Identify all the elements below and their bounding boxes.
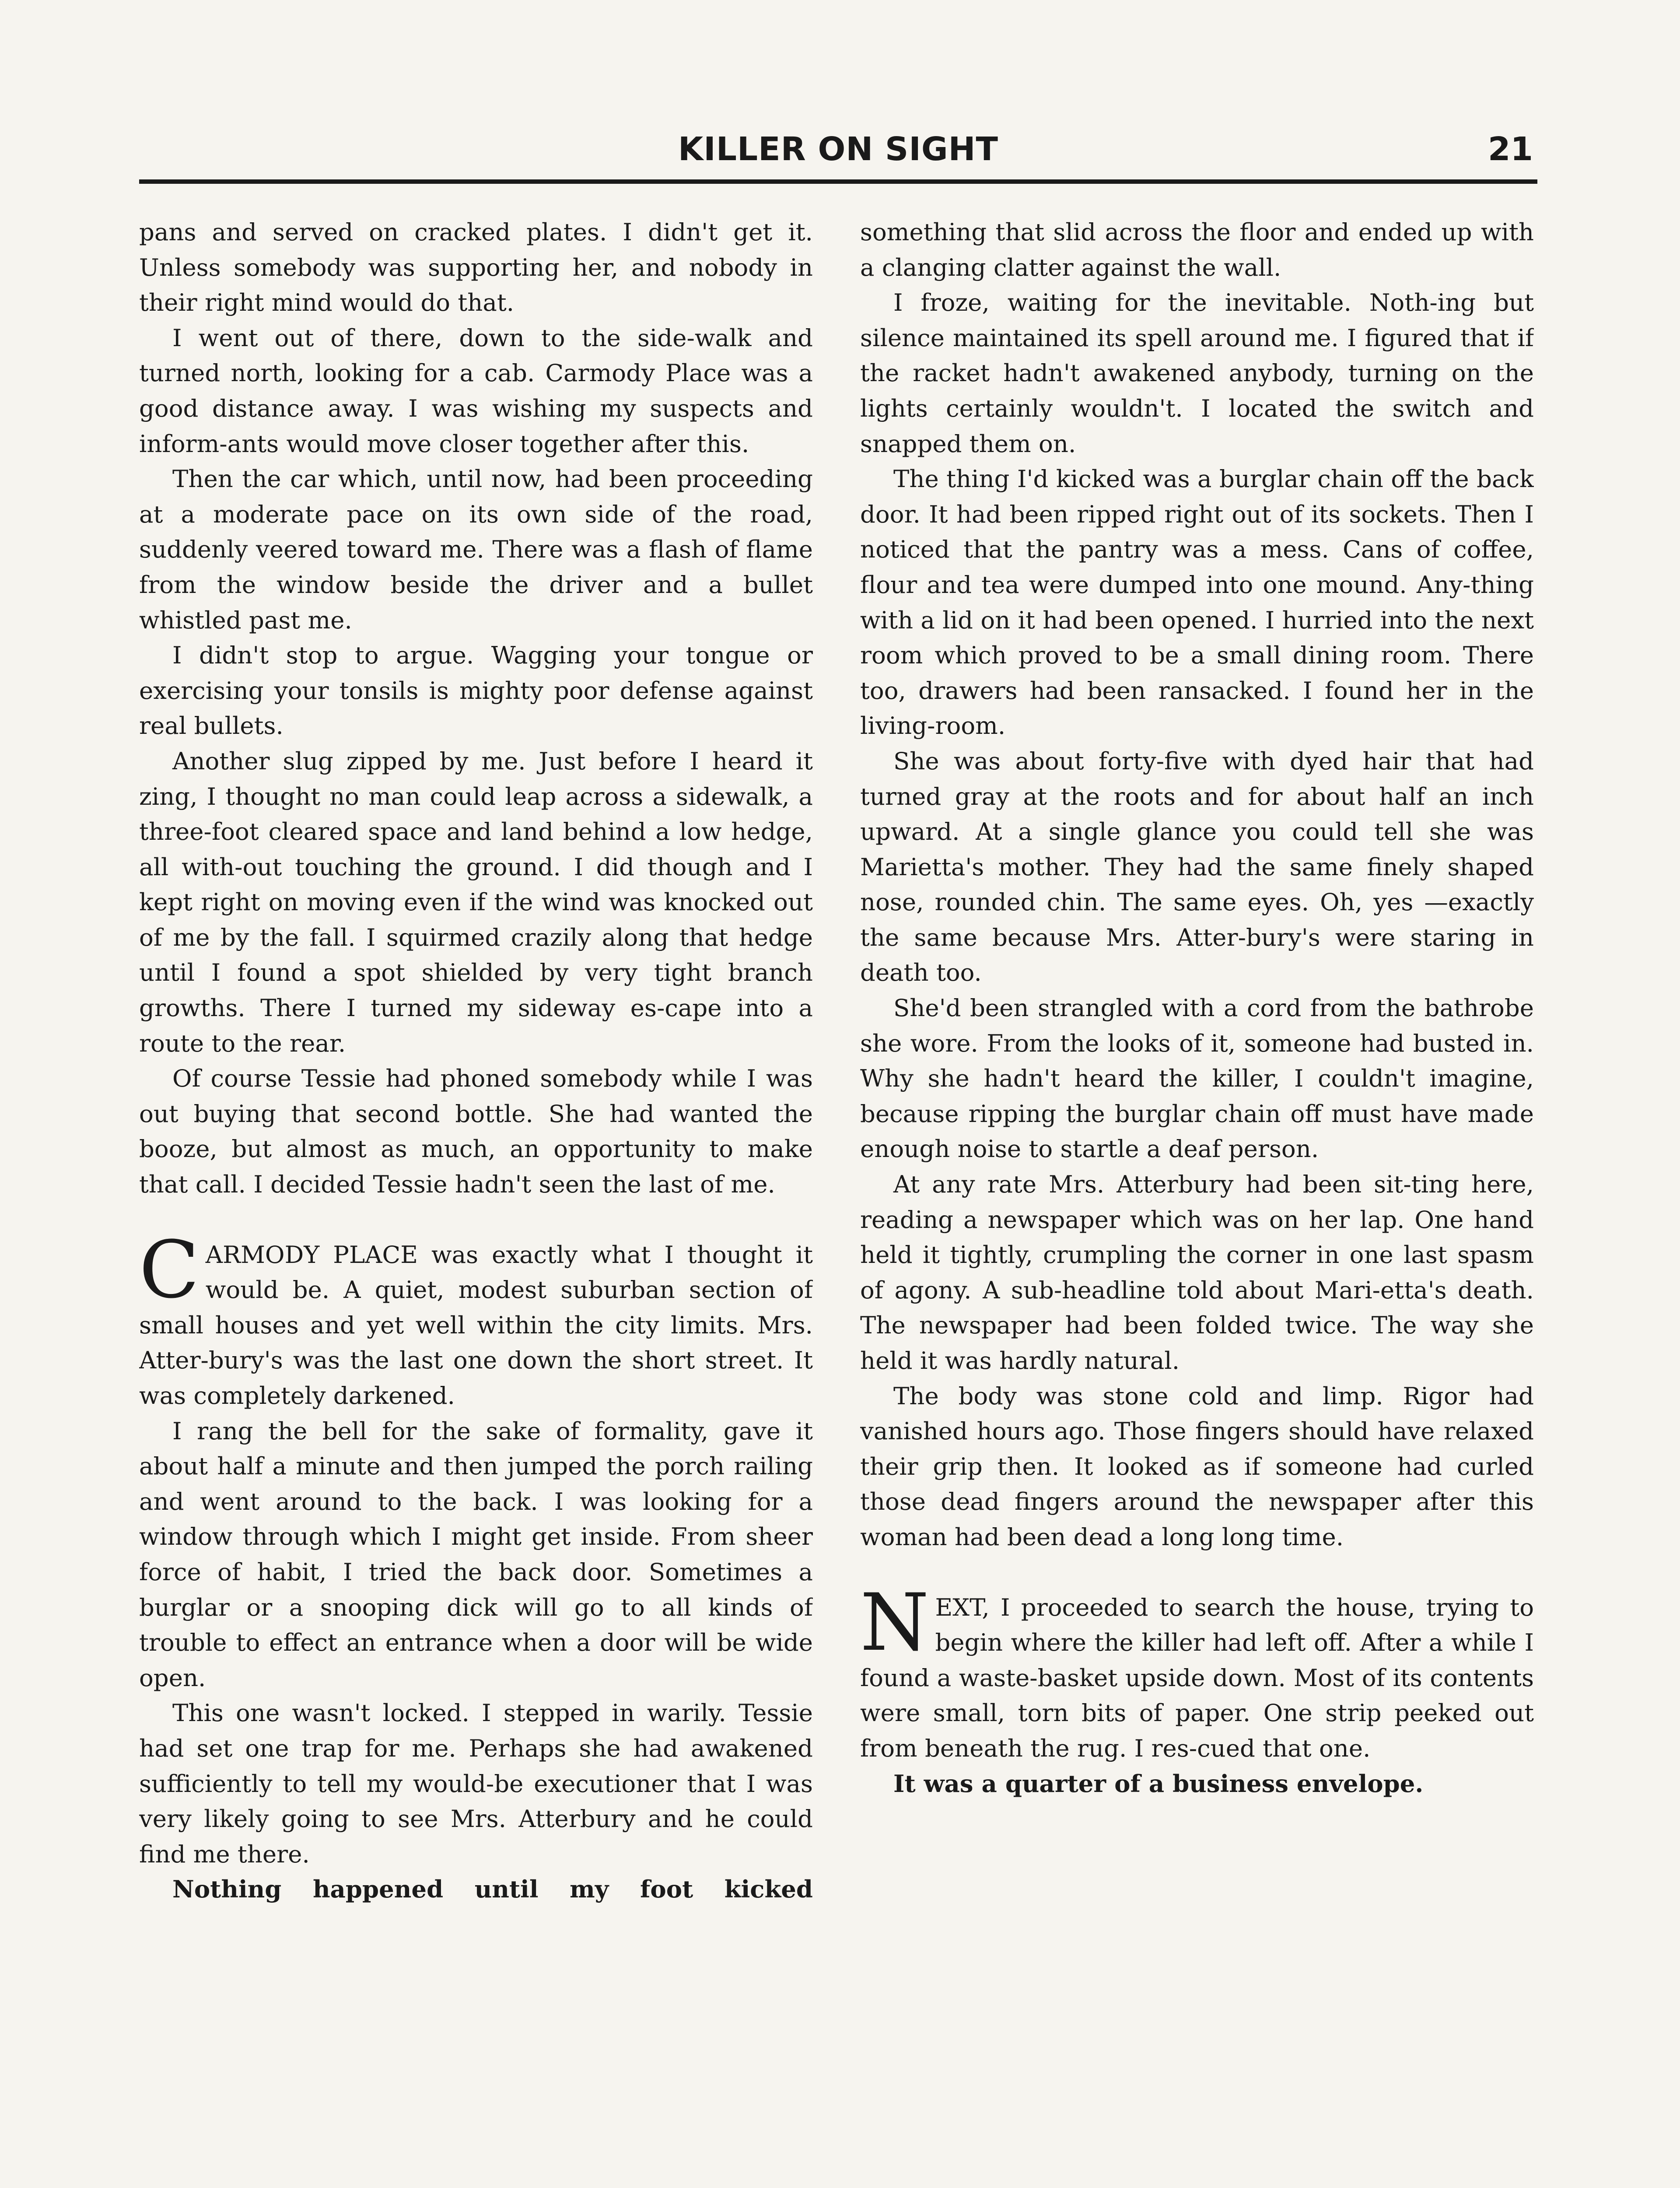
paragraph: pans and served on cracked plates. I didn't get it. Unless somebody was supporting her, and nobody in their right mind would do that.	[139, 218, 813, 317]
section-opening-paragraph	[860, 1577, 1534, 1766]
left-column	[139, 214, 813, 2188]
section-opening-paragraph	[139, 1224, 813, 1413]
paragraph: At any rate Mrs. Atterbury had been sit-ting here, reading a newspaper which was on her lap. One hand held it tightly, crumpling the corner in one last spasm of agony. A sub-headline told about Mari-etta's death. The newspaper had been folded twice. The way she held it was hardly natural.	[860, 1170, 1534, 1375]
paragraph: something that slid across the floor and ended up with a clanging clatter against the wall.	[860, 218, 1534, 281]
paragraph: This one wasn't locked. I stepped in warily. Tessie had set one trap for me. Perhaps she had awakened sufficiently to tell my would-be executioner that I was very likely going to see Mrs. Atterbury and he could find me there.	[139, 1699, 813, 1868]
paragraph: Nothing happened until my foot kicked	[172, 1875, 813, 1904]
paragraph-text: was exactly what I thought it would be. A quiet, modest suburban section of small houses and yet well within the city limits. Mrs. Atter-bury's was the last one down the short street. It was completely darkened.	[139, 1240, 813, 1410]
paragraph: The body was stone cold and limp. Rigor had vanished hours ago. Those fingers should have relaxed their grip then. It looked as if someone had curled those dead fingers around the newspaper after this woman had been dead a long long time.	[860, 1382, 1534, 1551]
paragraph: She was about forty-five with dyed hair that had turned gray at the roots and for about half an inch upward. At a single glance you could tell she was Marietta's mother. They had the same finely shaped nose, rounded chin. The same eyes. Oh, yes —exactly the same because Mrs. Atter-bury's were staring in death too.	[860, 747, 1534, 987]
page-number: 21	[1488, 130, 1533, 168]
paragraph: I went out of there, down to the side-walk and turned north, looking for a cab. Carmody Place was a good distance away. I was wishing my suspects and inform-ants would move closer together after this.	[139, 323, 813, 458]
drop-cap: N	[860, 1577, 929, 1669]
paragraph: Another slug zipped by me. Just before I heard it zing, I thought no man could leap across a sidewalk, a three-foot cleared space and land behind a low hedge, all with-out touching the ground. I did though and I kept right on moving even if the wind was knocked out of me by the fall. I squirmed crazily along that hedge until I found a spot shielded by very tight branch growths. There I turned my sideway es-cape into a route to the rear.	[139, 747, 813, 1057]
paragraph: Of course Tessie had phoned somebody while I was out buying that second bottle. She had wanted the booze, but almost as much, an opportunity to make that call. I decided Tessie hadn't seen the last of me.	[139, 1064, 813, 1199]
paragraph: I didn't stop to argue. Wagging your tongue or exercising your tonsils is mighty poor defense against real bullets.	[139, 641, 813, 740]
right-column	[860, 214, 1534, 2188]
paragraph: Then the car which, until now, had been proceeding at a moderate pace on its own side of the road, suddenly veered toward me. There was a flash of flame from the window beside the driver and a bullet whistled past me.	[139, 465, 813, 634]
section-lead-in: EXT,	[935, 1593, 990, 1621]
drop-cap: C	[139, 1224, 200, 1316]
paragraph: The thing I'd kicked was a burglar chain off the back door. It had been ripped right out of its sockets. Then I noticed that the pantry was a mess. Cans of coffee, flour and tea were dumped into one mound. Any-thing with a lid on it had been opened. I hurried into the next room which proved to be a small dining room. There too, drawers had been ransacked. I found her in the living-room.	[860, 465, 1534, 740]
paragraph: It was a quarter of a business envelope.	[893, 1769, 1424, 1798]
section-lead-in: ARMODY PLACE	[205, 1240, 418, 1269]
paragraph: I froze, waiting for the inevitable. Noth-ing but silence maintained its spell around me. I figured that if the racket hadn't awakened anybody, turning on the lights certainly wouldn't. I located the switch and snapped them on.	[860, 288, 1534, 458]
paragraph: I rang the bell for the sake of formality, gave it about half a minute and then jumped the porch railing and went around to the back. I was looking for a window through which I might get inside. From sheer force of habit, I tried the back door. Sometimes a burglar or a snooping dick will go to all kinds of trouble to effect an entrance when a door will be wide open.	[139, 1417, 813, 1692]
running-header	[139, 127, 1537, 184]
paragraph-text: I proceeded to search the house, trying to begin where the killer had left off. After a while I found a waste-basket upside down. Most of its contents were small, torn bits of paper. One strip peeked out from beneath the rug. I res-cued that one.	[860, 1593, 1534, 1762]
running-title: KILLER ON SIGHT	[678, 130, 999, 168]
paragraph: She'd been strangled with a cord from the bathrobe she wore. From the looks of it, someone had busted in. Why she hadn't heard the killer, I couldn't imagine, because ripping the burglar chain off must have made enough noise to startle a deaf person.	[860, 994, 1534, 1163]
